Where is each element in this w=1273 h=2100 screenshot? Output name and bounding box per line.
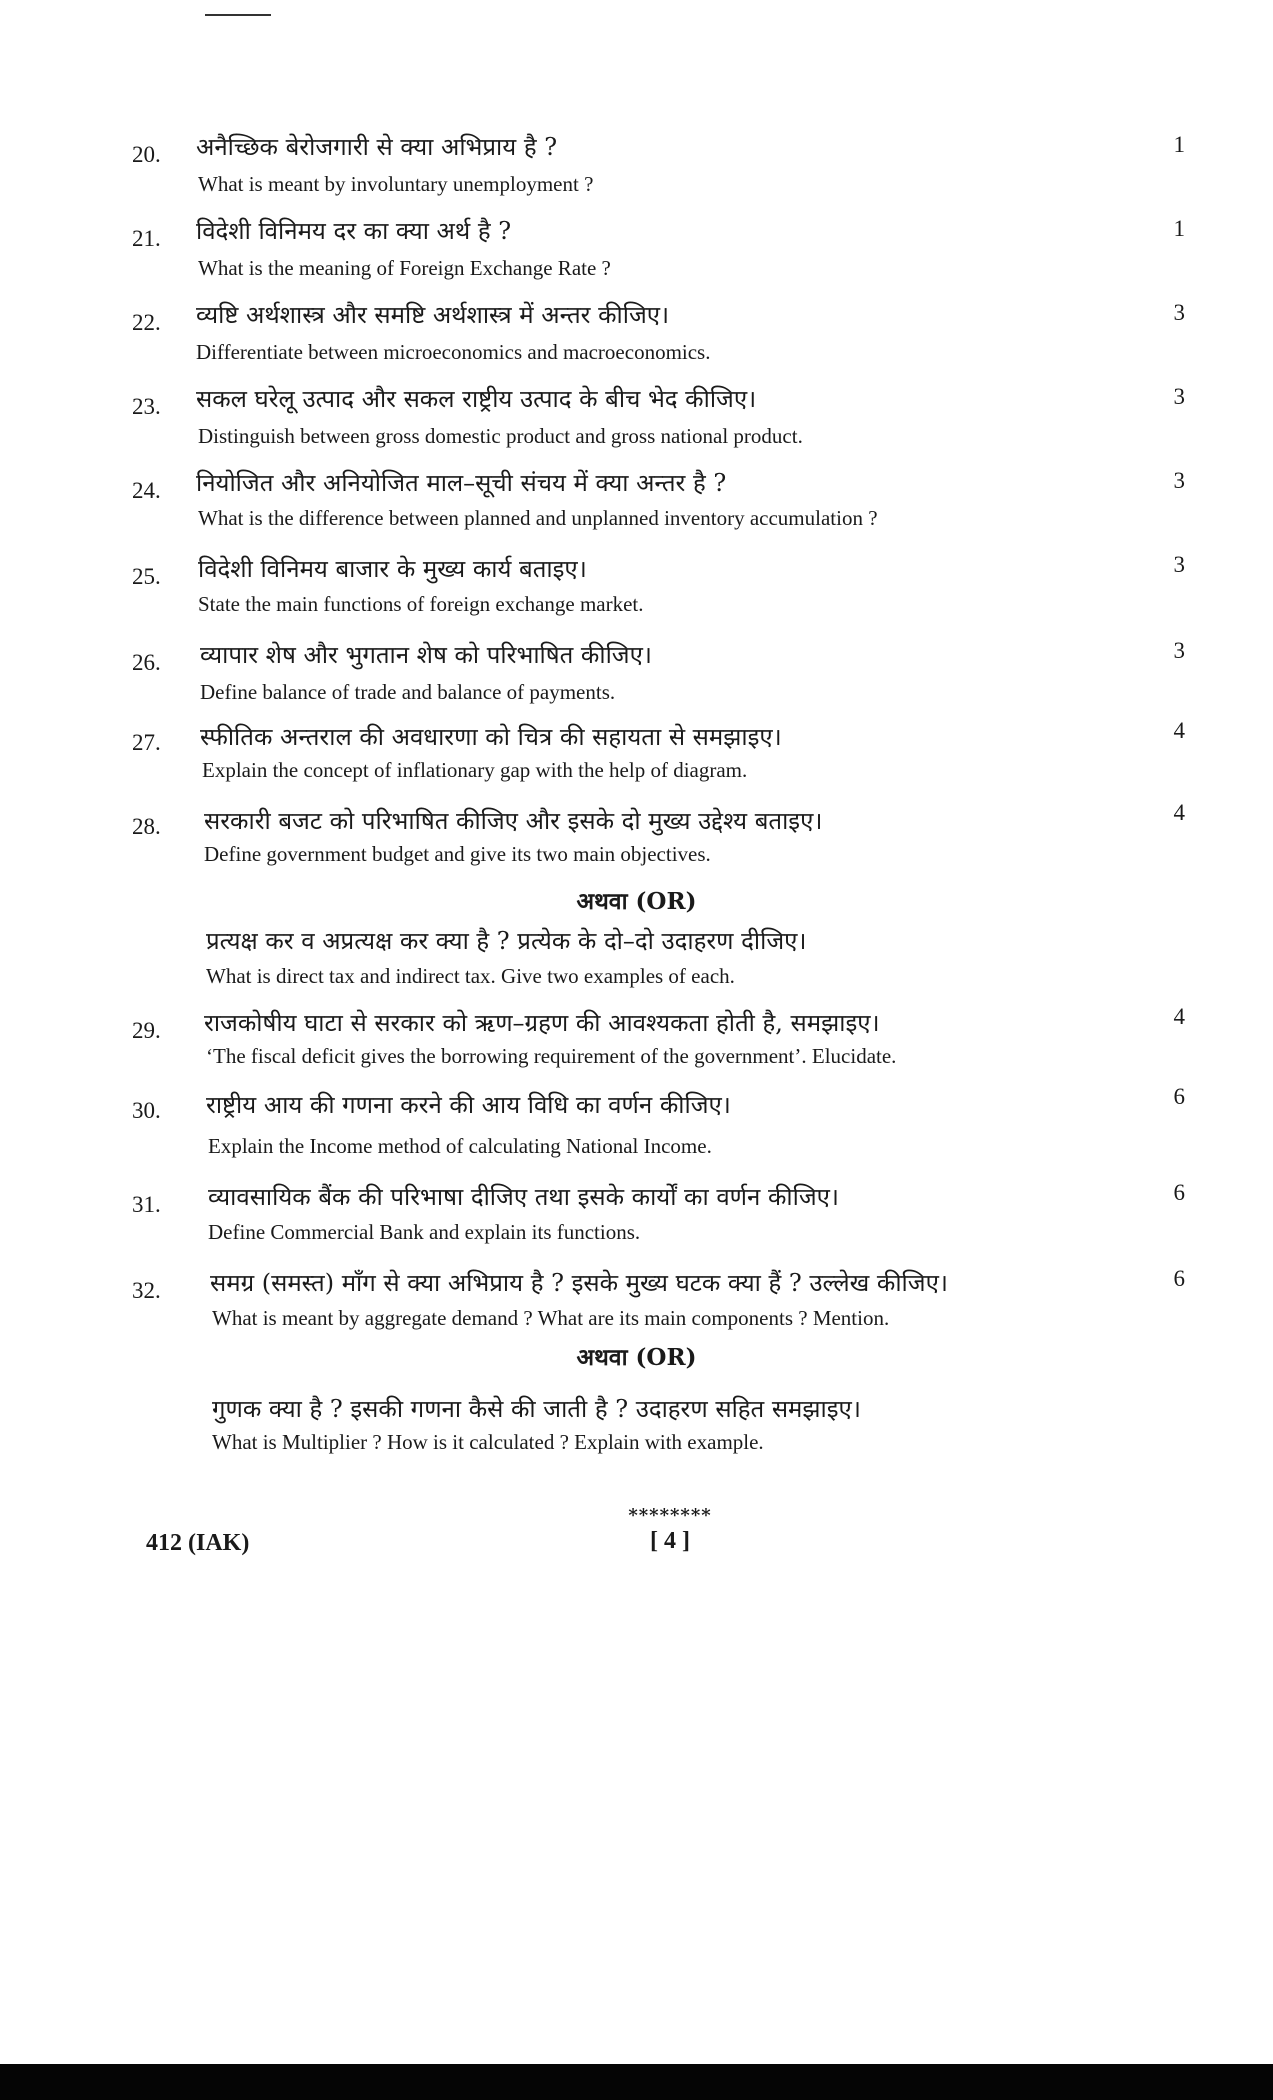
question-text-hindi: अनैच्छिक बेरोजगारी से क्या अभिप्राय है ? bbox=[196, 133, 558, 161]
question-text-english: What is the difference between planned and unplanned inventory accumulation ? bbox=[198, 506, 878, 530]
question-number: 26. bbox=[132, 650, 161, 675]
question-number: 23. bbox=[132, 394, 161, 419]
question-text-hindi: विदेशी विनिमय दर का क्या अर्थ है ? bbox=[196, 217, 512, 245]
question-text-english: Explain the Income method of calculating National Income. bbox=[208, 1134, 712, 1158]
question-marks: 4 bbox=[1173, 718, 1185, 743]
scan-bottom-edge bbox=[0, 2064, 1273, 2100]
question-text-hindi: सरकारी बजट को परिभाषित कीजिए और इसके दो मुख्य उद्देश्य बताइए। bbox=[204, 807, 823, 835]
question-text-hindi: राष्ट्रीय आय की गणना करने की आय विधि का वर्णन कीजिए। bbox=[206, 1091, 731, 1119]
question-marks: 3 bbox=[1173, 300, 1185, 325]
question-marks: 3 bbox=[1173, 384, 1185, 409]
question-text-hindi: स्फीतिक अन्तराल की अवधारणा को चित्र की सहायता से समझाइए। bbox=[200, 723, 782, 751]
question-marks: 4 bbox=[1173, 800, 1185, 825]
question-number: 20. bbox=[132, 142, 161, 167]
question-number: 27. bbox=[132, 730, 161, 755]
alternative-question-english: What is Multiplier ? How is it calculated ? Explain with example. bbox=[212, 1430, 764, 1454]
alternative-question-english: What is direct tax and indirect tax. Give two examples of each. bbox=[206, 964, 735, 988]
question-marks: 6 bbox=[1173, 1084, 1185, 1109]
question-text-hindi: व्यावसायिक बैंक की परिभाषा दीजिए तथा इसके कार्यों का वर्णन कीजिए। bbox=[208, 1183, 840, 1211]
question-marks: 6 bbox=[1173, 1180, 1185, 1205]
top-scan-mark bbox=[205, 14, 271, 16]
question-number: 29. bbox=[132, 1018, 161, 1043]
question-number: 22. bbox=[132, 310, 161, 335]
question-number: 30. bbox=[132, 1098, 161, 1123]
question-number: 21. bbox=[132, 226, 161, 251]
question-text-hindi: व्यापार शेष और भुगतान शेष को परिभाषित कीजिए। bbox=[200, 641, 652, 669]
question-marks: 1 bbox=[1173, 132, 1185, 157]
alternative-question-hindi: प्रत्यक्ष कर व अप्रत्यक्ष कर क्या है ? प्रत्येक के दो–दो उदाहरण दीजिए। bbox=[206, 927, 807, 955]
paper-code: 412 (IAK) bbox=[146, 1530, 250, 1556]
question-text-hindi: समग्र (समस्त) माँग से क्या अभिप्राय है ? इसके मुख्य घटक क्या हैं ? उल्लेख कीजिए। bbox=[210, 1269, 948, 1297]
question-text-english: Distinguish between gross domestic product and gross national product. bbox=[198, 424, 803, 448]
page-number: [ 4 ] bbox=[650, 1528, 690, 1554]
question-text-english: Define balance of trade and balance of payments. bbox=[200, 680, 616, 704]
end-stars: ******** bbox=[628, 1505, 712, 1526]
question-marks: 6 bbox=[1173, 1266, 1185, 1291]
question-text-hindi: विदेशी विनिमय बाजार के मुख्य कार्य बताइए। bbox=[198, 555, 587, 583]
question-text-english: Explain the concept of inflationary gap with the help of diagram. bbox=[202, 758, 748, 782]
question-text-hindi: सकल घरेलू उत्पाद और सकल राष्ट्रीय उत्पाद के बीच भेद कीजिए। bbox=[196, 385, 757, 413]
question-number: 31. bbox=[132, 1192, 161, 1217]
question-text-english: What is the meaning of Foreign Exchange Rate ? bbox=[198, 256, 611, 280]
question-text-english: State the main functions of foreign exchange market. bbox=[198, 592, 644, 616]
question-text-hindi: राजकोषीय घाटा से सरकार को ऋण–ग्रहण की आवश्यकता होती है, समझाइए। bbox=[204, 1009, 880, 1037]
question-marks: 1 bbox=[1173, 216, 1185, 241]
question-marks: 4 bbox=[1173, 1004, 1185, 1029]
question-text-english: Define government budget and give its two main objectives. bbox=[204, 842, 711, 866]
question-text-english: Differentiate between microeconomics and macroeconomics. bbox=[196, 340, 711, 364]
question-number: 28. bbox=[132, 814, 161, 839]
question-marks: 3 bbox=[1173, 638, 1185, 663]
question-number: 25. bbox=[132, 564, 161, 589]
question-text-english: What is meant by aggregate demand ? What are its main components ? Mention. bbox=[212, 1306, 890, 1330]
question-text-hindi: व्यष्टि अर्थशास्त्र और समष्टि अर्थशास्त्र में अन्तर कीजिए। bbox=[196, 301, 670, 329]
alternative-question-hindi: गुणक क्या है ? इसकी गणना कैसे की जाती है ? उदाहरण सहित समझाइए। bbox=[212, 1395, 861, 1423]
question-number: 24. bbox=[132, 478, 161, 503]
or-divider: अथवा (OR) bbox=[576, 1344, 697, 1371]
or-divider: अथवा (OR) bbox=[576, 888, 697, 915]
question-marks: 3 bbox=[1173, 552, 1185, 577]
question-text-hindi: नियोजित और अनियोजित माल–सूची संचय में क्या अन्तर है ? bbox=[196, 469, 727, 497]
question-marks: 3 bbox=[1173, 468, 1185, 493]
question-text-english: What is meant by involuntary unemployment ? bbox=[198, 172, 594, 196]
question-text-english: ‘The fiscal deficit gives the borrowing requirement of the government’. Elucidate. bbox=[206, 1044, 897, 1068]
question-number: 32. bbox=[132, 1278, 161, 1303]
question-text-english: Define Commercial Bank and explain its functions. bbox=[208, 1220, 641, 1244]
